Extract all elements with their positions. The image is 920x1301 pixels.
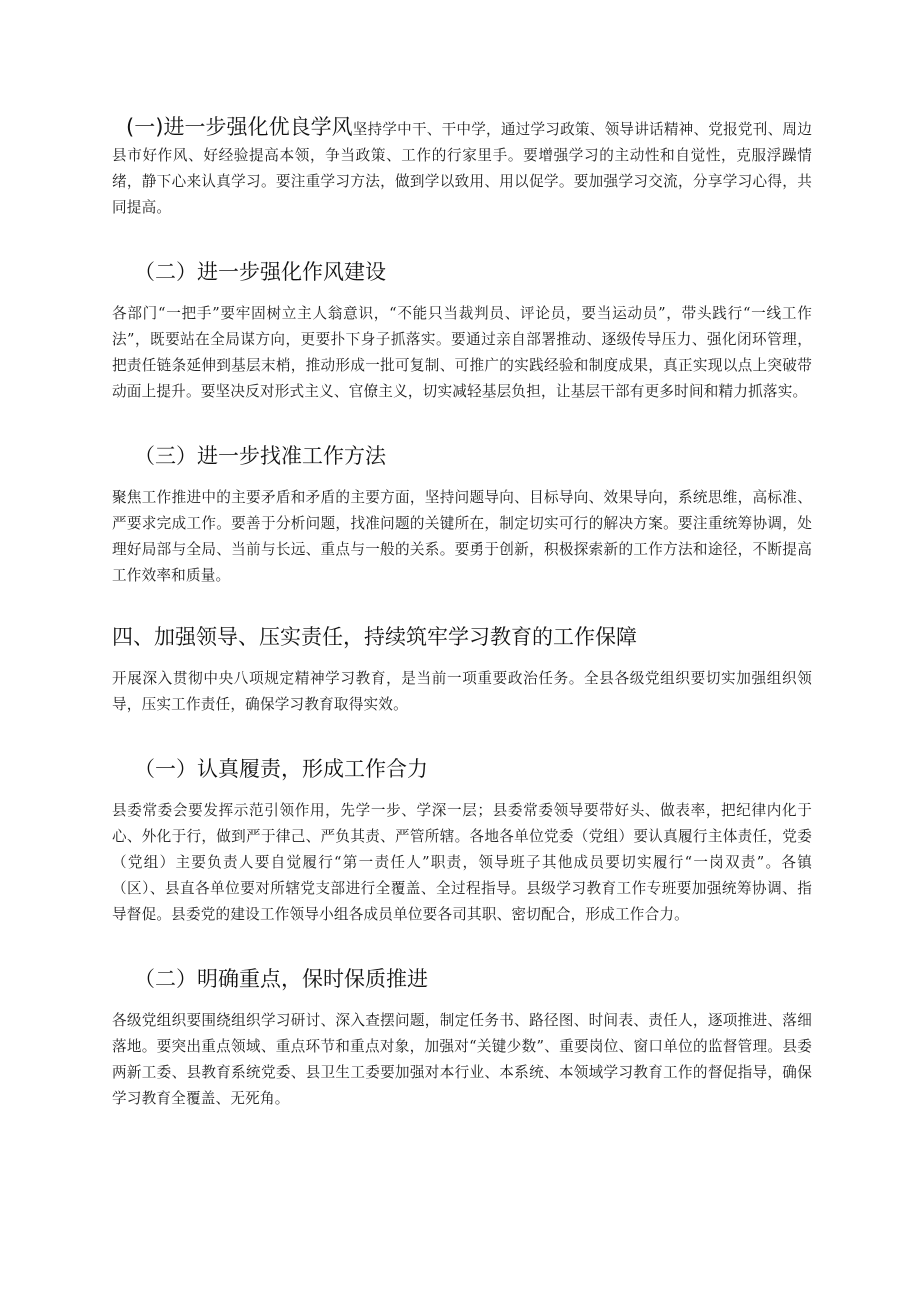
section-6-heading: （二）明确重点，保时保质推进 xyxy=(134,967,428,991)
section-1-body: 坚持学中干、干中学，通过学习政策、领导讲话精神、党报党刊、周边县市好作风、好经验提高本领，争当政策、工作的行家里手。要增强学习的主动性和自觉性，克服浮躁情绪，静下心来认真学习。要注重学习方法，做到学以致用、用以促学。要加强学习交流，分享学习心得，共同提高。 xyxy=(112,121,812,216)
section-3-heading: （三）进一步找准工作方法 xyxy=(134,444,386,468)
section-4-body: 开展深入贯彻中央八项规定精神学习教育，是当前一项重要政治任务。全县各级党组织要切实加强组织领导，压实工作责任，确保学习教育取得实效。 xyxy=(112,670,812,713)
section-1-block xyxy=(112,114,812,221)
section-1-heading: (一)进一步强化优良学风 xyxy=(126,115,353,139)
section-3-body: 聚焦工作推进中的主要矛盾和矛盾的主要方面，坚持问题导向、目标导向、效果导向，系统思维，高标准、严要求完成工作。要善于分析问题，找准问题的关键所在，制定切实可行的解决方案。要注重统筹协调，处理好局部与全局、当前与长远、重点与一般的关系。要勇于创新，积极探索新的工作方法和途径，不断提高工作效率和质量。 xyxy=(112,489,812,584)
section-6-body: 各级党组织要围绕组织学习研讨、深入查摆问题，制定任务书、路径图、时间表、责任人，逐项推进、落细落地。要突出重点领域、重点环节和重点对象，加强对“关键少数”、重要岗位、窗口单位的监督管理。县委两新工委、县教育系统党委、县卫生工委要加强对本行业、本系统、本领域学习教育工作的督促指导，确保学习教育全覆盖、无死角。 xyxy=(112,1012,812,1107)
document-page xyxy=(112,114,812,1112)
section-2-body: 各部门“一把手”要牢固树立主人翁意识，“不能只当裁判员、评论员，要当运动员”，带头践行“一线工作法”，既要站在全局谋方向，更要扑下身子抓落实。要通过亲自部署推动、逐级传导压力、强化闭环管理，把责任链条延伸到基层末梢，推动形成一批可复制、可推广的实践经验和制度成果，真正实现以点上突破带动面上提升。要坚决反对形式主义、官僚主义，切实减轻基层负担，让基层干部有更多时间和精力抓落实。 xyxy=(112,305,812,400)
section-5-body: 县委常委会要发挥示范引领作用，先学一步、学深一层；县委常委领导要带好头、做表率，把纪律内化于心、外化于行，做到严于律己、严负其责、严管所辖。各地各单位党委（党组）要认真履行主体责任，党委（党组）主要负责人要自觉履行“第一责任人”职责，领导班子其他成员要切实履行“一岗双责”。各镇（区）、县直各单位要对所辖党支部进行全覆盖、全过程指导。县级学习教育工作专班要加强统筹协调、指导督促。县委党的建设工作领导小组各成员单位要各司其职、密切配合，形成工作合力。 xyxy=(112,802,812,923)
section-2-heading: （二）进一步强化作风建设 xyxy=(134,260,386,284)
section-5-heading: （一）认真履责，形成工作合力 xyxy=(134,757,428,781)
section-4-heading: 四、加强领导、压实责任，持续筑牢学习教育的工作保障 xyxy=(112,625,637,649)
